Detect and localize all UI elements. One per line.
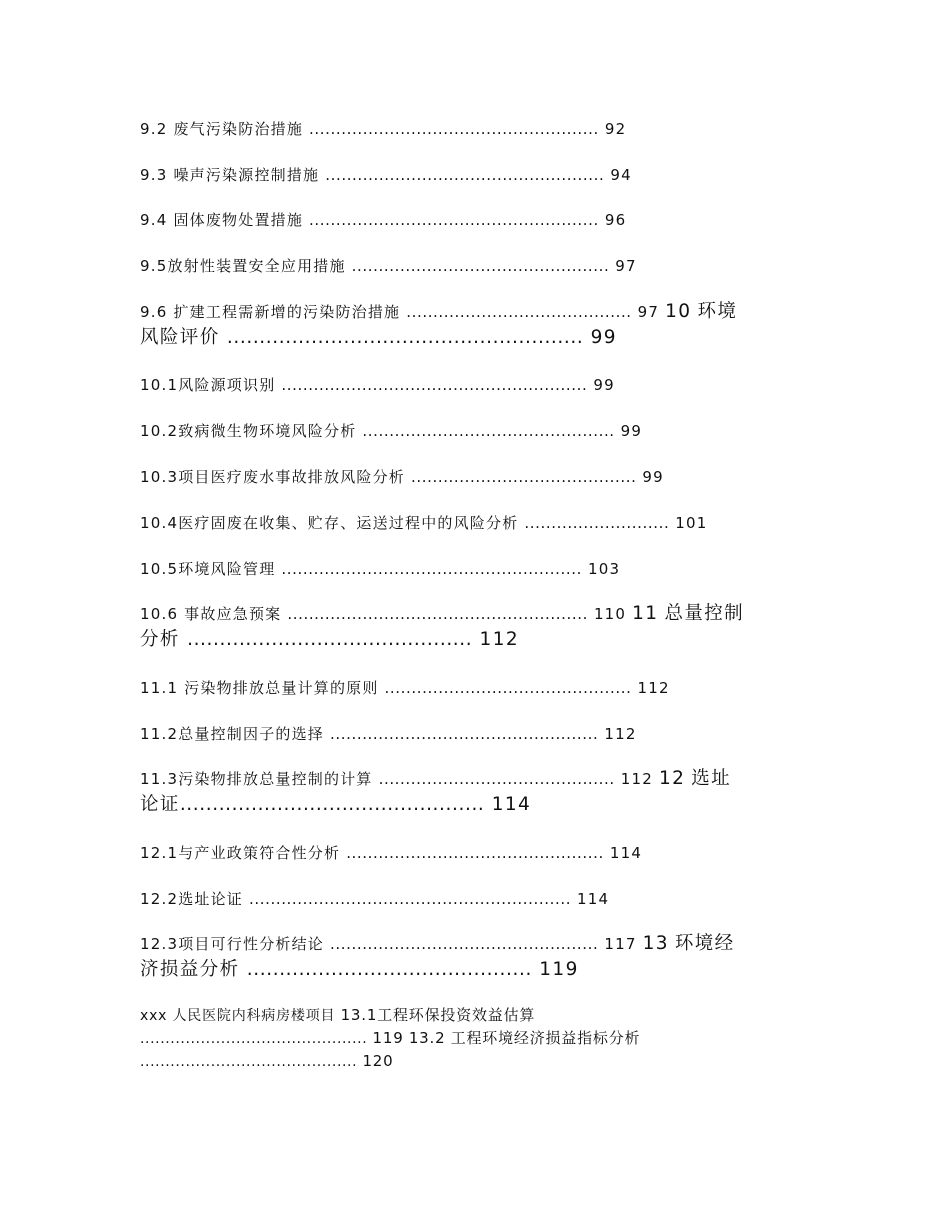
toc-number: 12.1 — [140, 844, 179, 862]
toc-page: 112 — [604, 725, 637, 743]
toc-page: 99 — [590, 327, 617, 348]
toc-entry-chapter[interactable] — [140, 960, 579, 980]
toc-number: 10.1 — [140, 376, 179, 394]
toc-entry[interactable] — [140, 1051, 393, 1072]
toc-page: 97 — [615, 257, 637, 275]
toc-number: 11.3 — [140, 770, 179, 788]
toc-chapter-title-rest: 论证 — [140, 794, 180, 815]
toc-number: 11.1 — [140, 679, 179, 697]
toc-page: 112 — [620, 770, 653, 788]
toc-chapter-title-part: 总量控制 — [664, 603, 745, 624]
toc-entry[interactable] — [140, 421, 642, 441]
toc-title: 废气污染防治措施 — [173, 120, 304, 138]
toc-entry[interactable] — [140, 604, 744, 624]
toc-title: 固体废物处置措施 — [173, 211, 304, 229]
toc-title: 环境风险管理 — [178, 560, 276, 578]
toc-chapter-number: 11 — [632, 603, 659, 624]
toc-page: 99 — [593, 376, 615, 394]
toc-leader: ............................................... — [362, 422, 615, 440]
toc-page: 110 — [593, 605, 627, 623]
toc-title: 污染物排放总量计算的原则 — [184, 679, 379, 697]
toc-entry[interactable] — [140, 724, 637, 744]
toc-leader: ............................................... — [179, 794, 485, 815]
toc-page: 97 — [637, 303, 660, 321]
toc-leader: ...................................................... — [309, 211, 599, 229]
toc-entry[interactable] — [140, 119, 626, 139]
toc-entry[interactable] — [140, 889, 609, 909]
toc-entry[interactable] — [140, 1028, 640, 1049]
toc-entry[interactable] — [140, 256, 637, 276]
toc-title: 污染物排放总量控制的计算 — [178, 770, 373, 788]
toc-page: 101 — [675, 514, 708, 532]
toc-title: 项目医疗废水事故排放风险分析 — [178, 468, 406, 486]
toc-entry[interactable] — [140, 375, 615, 395]
toc-chapter-title-rest: 分析 — [140, 629, 180, 650]
toc-title: 项目可行性分析结论 — [178, 935, 325, 953]
toc-entry-chapter[interactable] — [140, 795, 531, 815]
toc-number: 9.5 — [140, 257, 168, 275]
toc-chapter-title-part: 环境经 — [674, 933, 735, 954]
toc-leader: ............................................ — [246, 959, 532, 980]
toc-entry[interactable] — [140, 769, 731, 789]
toc-entry[interactable] — [140, 559, 620, 579]
toc-page: 119 — [372, 1029, 404, 1047]
toc-page: 114 — [491, 794, 532, 815]
toc-number: 13.1 — [340, 1006, 378, 1024]
toc-number: 9.6 — [140, 303, 168, 321]
toc-leader: ...................................................... — [309, 120, 599, 138]
toc-leader: .......................................... — [406, 303, 632, 321]
toc-title: 选址论证 — [178, 890, 244, 908]
toc-number: 12.3 — [140, 935, 179, 953]
toc-title: 致病微生物环境风险分析 — [178, 422, 357, 440]
toc-entry[interactable] — [140, 1005, 535, 1026]
toc-entry[interactable] — [140, 934, 735, 954]
toc-entry[interactable] — [140, 165, 632, 185]
running-header: xxx 人民医院内科病房楼项目 — [140, 1008, 336, 1024]
toc-entry-chapter[interactable] — [140, 630, 519, 650]
toc-leader: .................................................... — [325, 166, 605, 184]
toc-title: 与产业政策符合性分析 — [178, 844, 341, 862]
toc-chapter-title-part: 环境 — [697, 301, 738, 322]
toc-leader: .................................................. — [329, 725, 599, 743]
toc-page: 119 — [539, 959, 579, 980]
toc-page: 112 — [637, 679, 670, 697]
toc-title: 风险源项识别 — [178, 376, 276, 394]
toc-page: 96 — [604, 211, 627, 229]
toc-page: 103 — [587, 560, 621, 578]
toc-leader: ........................... — [524, 514, 670, 532]
toc-page: 114 — [609, 844, 643, 862]
toc-page: 114 — [577, 890, 610, 908]
toc-leader: .............................................. — [384, 679, 632, 697]
toc-number: 9.4 — [140, 211, 168, 229]
toc-chapter-number: 12 — [658, 768, 686, 789]
toc-leader: ........................................... — [140, 1054, 358, 1070]
toc-title: 工程环境经济损益指标分析 — [450, 1029, 641, 1047]
toc-leader: ............................................................ — [248, 890, 572, 908]
toc-entry[interactable] — [140, 467, 664, 487]
toc-number: 10.6 — [140, 605, 179, 623]
toc-chapter-number: 10 — [665, 301, 692, 322]
toc-title: 总量控制因子的选择 — [178, 725, 325, 743]
toc-leader: ........................................................ — [281, 560, 582, 578]
toc-number: 10.4 — [140, 514, 179, 532]
toc-leader: .......................................... — [410, 468, 637, 486]
toc-number: 12.2 — [140, 890, 179, 908]
toc-number: 10.5 — [140, 560, 179, 578]
toc-title: 医疗固废在收集、贮存、运送过程中的风险分析 — [178, 514, 519, 532]
toc-page: 92 — [604, 120, 627, 138]
toc-entry[interactable] — [140, 843, 642, 863]
toc-entry[interactable] — [140, 210, 626, 230]
toc-entry-chapter[interactable] — [140, 328, 617, 348]
toc-leader: ........................................................ — [287, 605, 588, 623]
toc-entry[interactable] — [140, 302, 737, 322]
toc-number: 9.3 — [140, 166, 168, 184]
toc-number: 10.3 — [140, 468, 179, 486]
toc-entry[interactable] — [140, 513, 708, 533]
toc-title: 扩建工程需新增的污染防治措施 — [173, 303, 401, 321]
toc-leader: ............................................ — [187, 629, 473, 650]
toc-leader: ....................................................... — [226, 327, 584, 348]
toc-leader: ................................................ — [346, 844, 604, 862]
toc-leader: ................................................ — [351, 257, 610, 275]
toc-chapter-title-rest: 济损益分析 — [140, 959, 240, 980]
toc-number: 11.2 — [140, 725, 179, 743]
toc-title: 噪声污染源控制措施 — [173, 166, 320, 184]
toc-page: 112 — [479, 629, 520, 650]
toc-title: 事故应急预案 — [184, 605, 282, 623]
toc-title: 放射性装置安全应用措施 — [167, 257, 346, 275]
toc-page: 117 — [604, 935, 637, 953]
toc-chapter-title-rest: 风险评价 — [140, 327, 220, 348]
toc-leader: ............................................ — [378, 770, 615, 788]
toc-leader: .................................................. — [329, 935, 599, 953]
toc-page: 99 — [642, 468, 664, 486]
toc-leader: ............................................. — [140, 1031, 368, 1047]
toc-number: 9.2 — [140, 120, 168, 138]
toc-title: 工程环保投资效益估算 — [377, 1006, 536, 1024]
toc-chapter-title-part: 选址 — [691, 768, 732, 789]
toc-leader: ......................................................... — [281, 376, 588, 394]
toc-entry[interactable] — [140, 678, 670, 698]
toc-number: 10.2 — [140, 422, 179, 440]
toc-page: 94 — [610, 166, 632, 184]
toc-chapter-number: 13 — [642, 933, 669, 954]
toc-page: 120 — [362, 1052, 394, 1070]
toc-page: 99 — [620, 422, 643, 440]
toc-number: 13.2 — [408, 1029, 446, 1047]
